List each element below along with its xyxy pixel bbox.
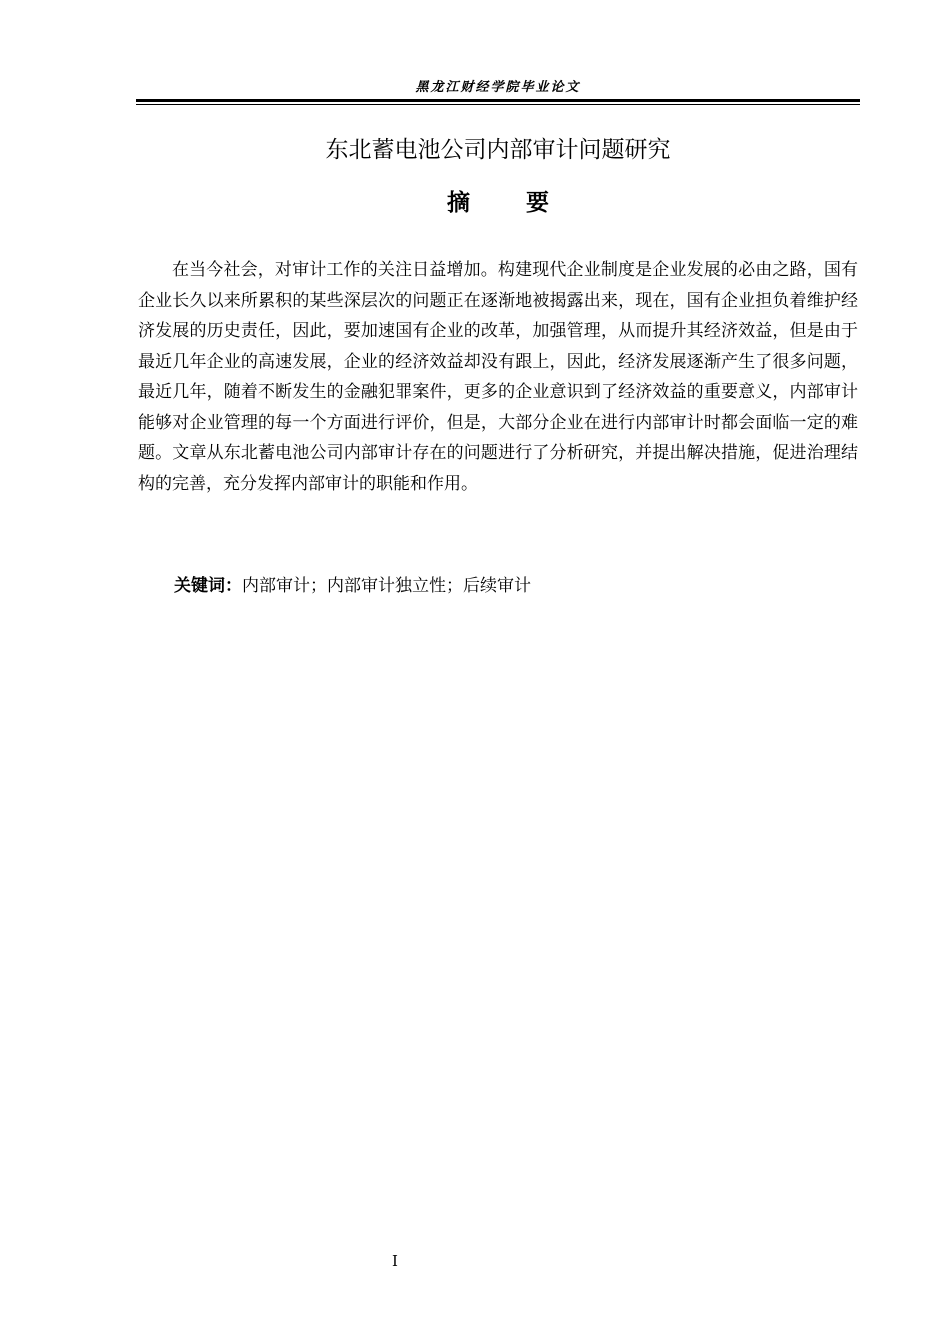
- keywords-value: 内部审计；内部审计独立性；后续审计: [242, 576, 531, 596]
- keywords-label: 关键词：: [174, 576, 242, 596]
- thesis-title: 东北蓄电池公司内部审计问题研究: [325, 137, 671, 163]
- page-number: I: [392, 1252, 398, 1270]
- header-rule-thick: [136, 99, 860, 102]
- header-rule-thin: [136, 104, 860, 105]
- running-header: 黑龙江财经学院毕业论文: [415, 80, 581, 95]
- keywords-line: [174, 572, 854, 600]
- abstract-body: 在当今社会，对审计工作的关注日益增加。构建现代企业制度是企业发展的必由之路，国有企业长久以来所累积的某些深层次的问题正在逐渐地被揭露出来，现在，国有企业担负着维护经济发展的历史责任，因此，要加速国有企业的改革，加强管理，从而提升其经济效益，但是由于最近几年企业的高速发展，企业的经济效益却没有跟上，因此，经济发展逐渐产生了很多问题，最近几年，随着不断发生的金融犯罪案件，更多的企业意识到了经济效益的重要意义，内部审计能够对企业管理的每一个方面进行评价，但是，大部分企业在进行内部审计时都会面临一定的难题。文章从东北蓄电池公司内部审计存在的问题进行了分析研究，并提出解决措施，促进治理结构的完善，充分发挥内部审计的职能和作用。: [138, 260, 858, 494]
- abstract-heading-char-1: 摘: [447, 190, 470, 216]
- abstract-heading: [136, 186, 860, 220]
- abstract-heading-char-2: 要: [526, 190, 549, 216]
